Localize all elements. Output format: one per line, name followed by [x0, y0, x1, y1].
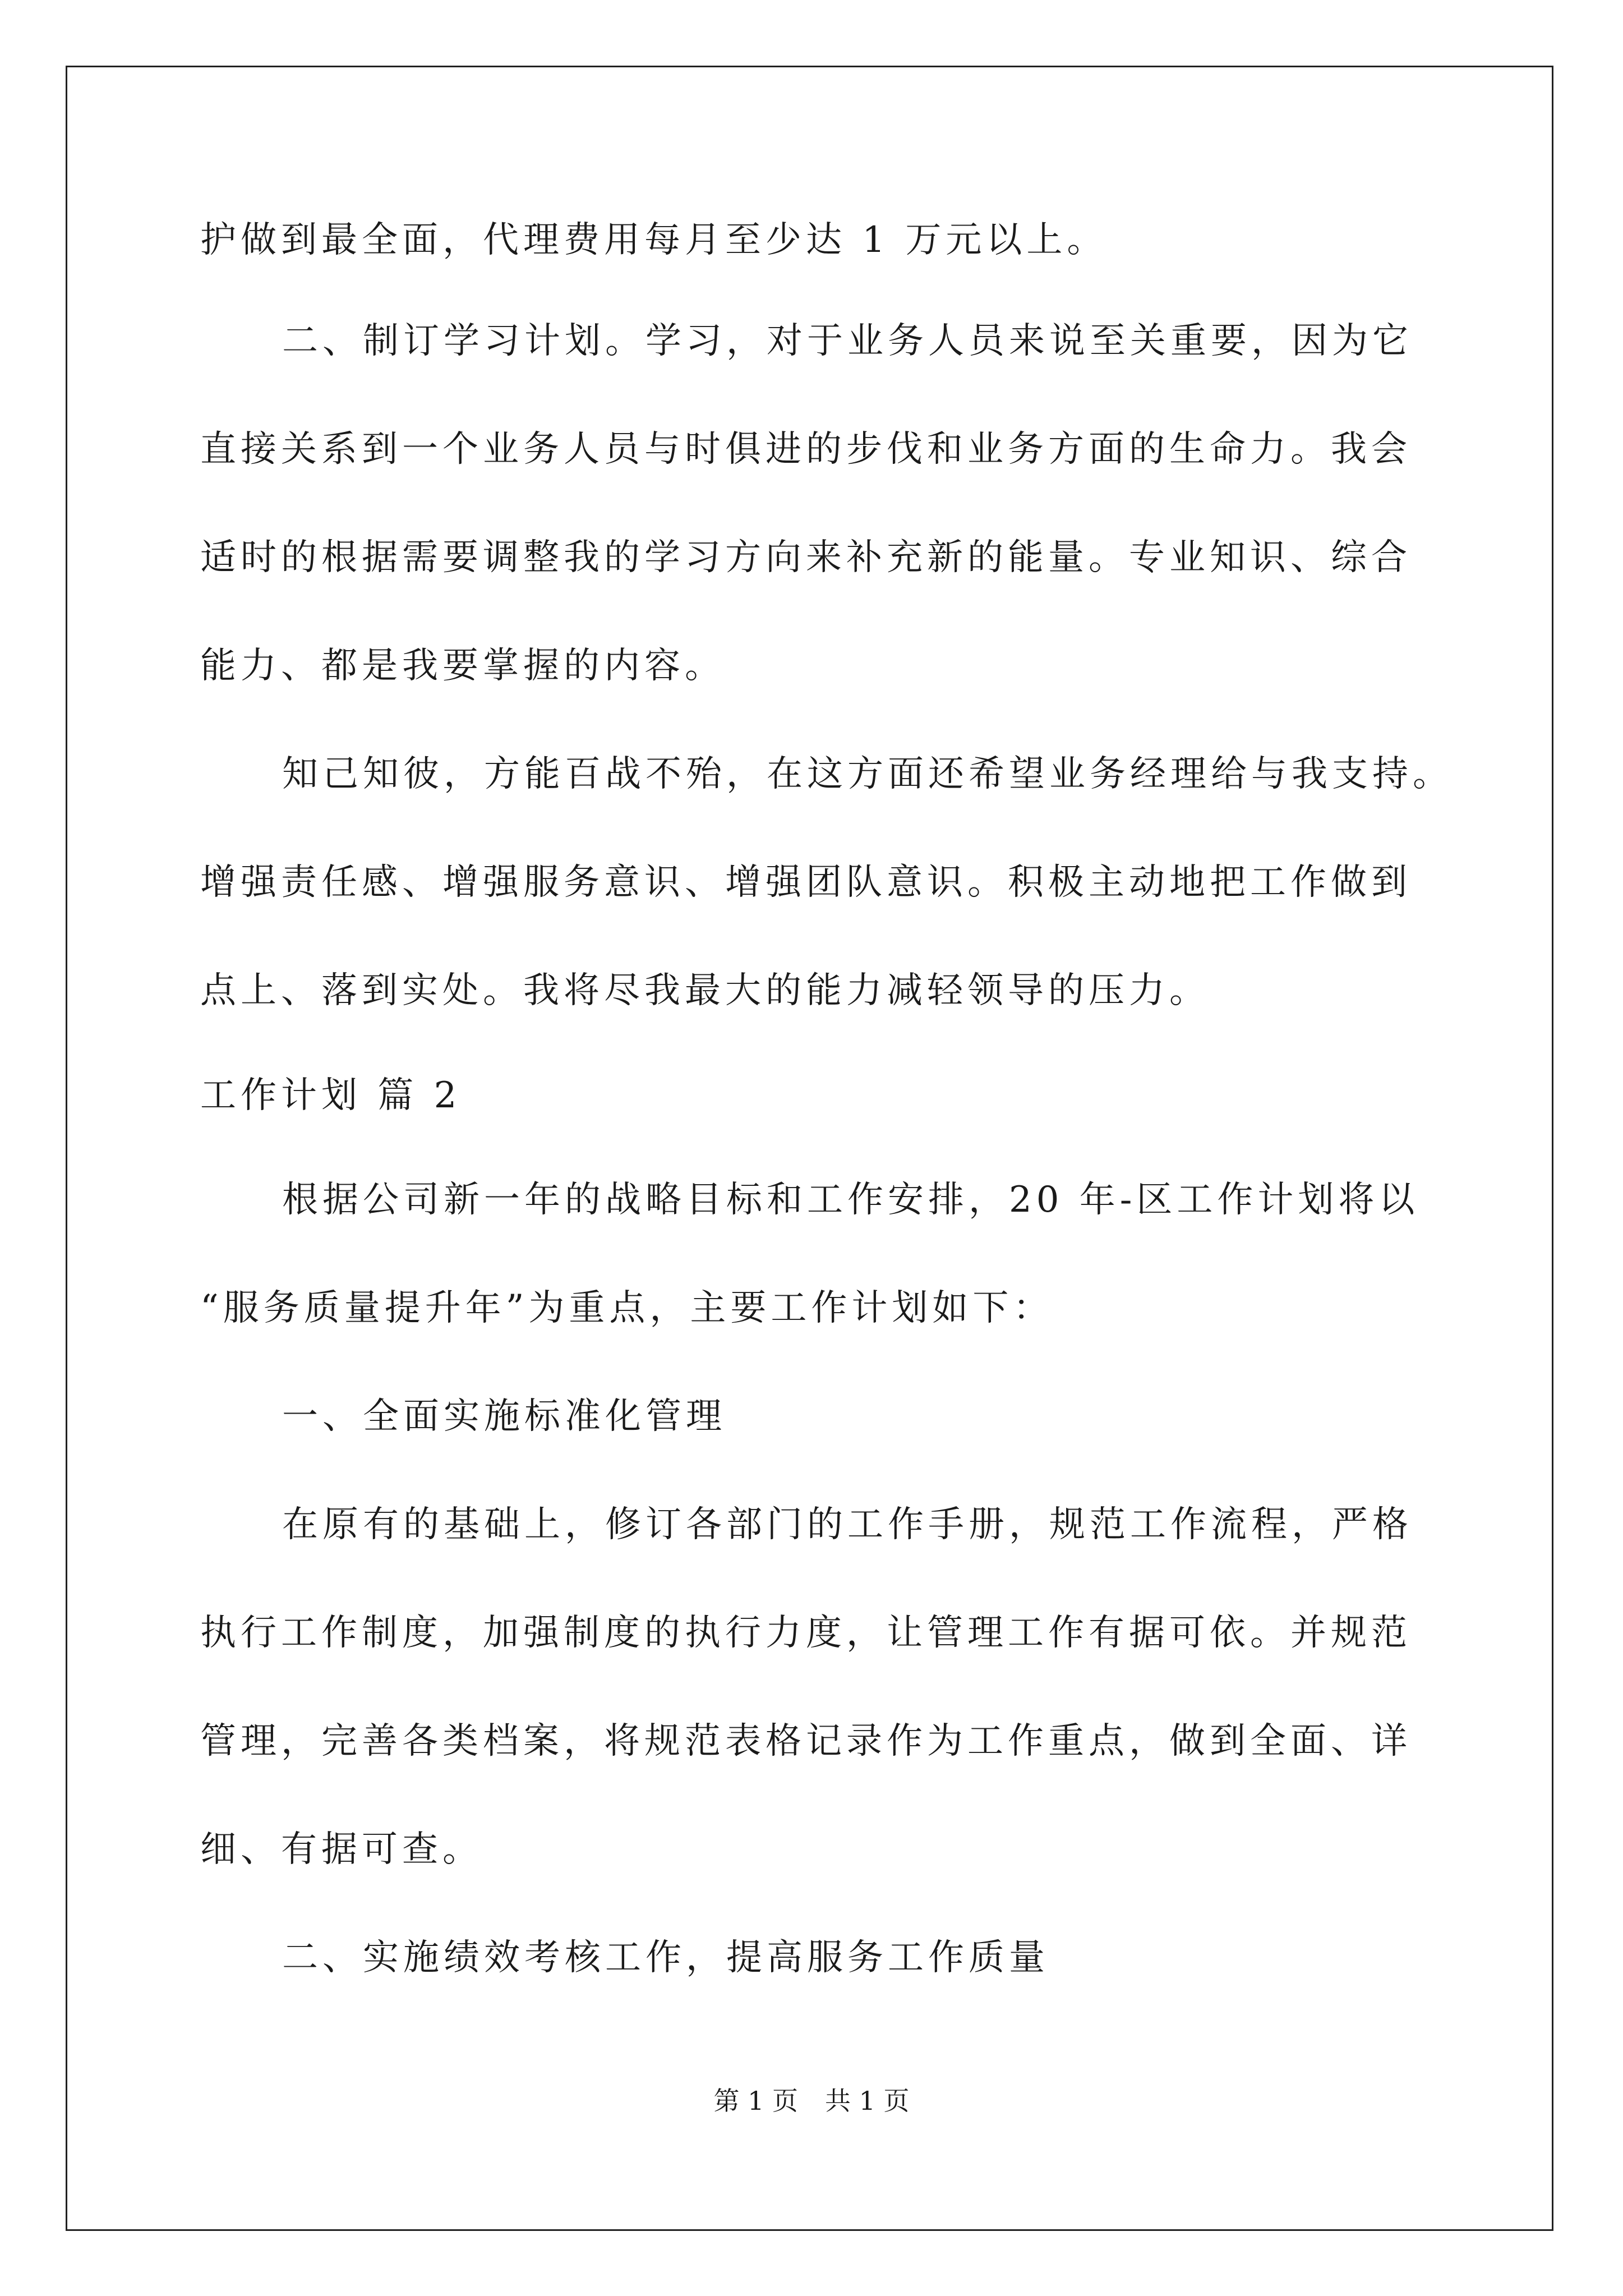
page-total: 共 1 页	[825, 2086, 910, 2116]
paragraph-line: 细、有据可查。	[200, 1829, 483, 1870]
paragraph-line: 知己知彼，方能百战不殆，在这方面还希望业务经理给与我支持。	[282, 753, 1453, 795]
paragraph-line: 增强责任感、增强服务意识、增强团队意识。积极主动地把工作做到	[200, 862, 1412, 903]
paragraph-line: 直接关系到一个业务人员与时俱进的步伐和业务方面的生命力。我会	[200, 429, 1412, 470]
paragraph-line: 能力、都是我要掌握的内容。	[200, 645, 725, 687]
paragraph-line: 管理，完善各类档案，将规范表格记录作为工作重点，做到全面、详	[200, 1720, 1412, 1762]
paragraph-line: 点上、落到实处。我将尽我最大的能力减轻领导的压力。	[200, 970, 1210, 1011]
paragraph-line: 二、实施绩效考核工作，提高服务工作质量	[282, 1937, 1049, 1978]
paragraph-line: 一、全面实施标准化管理	[282, 1396, 726, 1437]
paragraph-line: 护做到最全面，代理费用每月至少达 1 万元以上。	[200, 219, 1108, 261]
paragraph-line: 二、制订学习计划。学习，对于业务人员来说至关重要，因为它	[282, 320, 1413, 362]
page-frame	[66, 66, 1553, 2231]
page-footer	[0, 2085, 1623, 2116]
paragraph-line: 在原有的基础上，修订各部门的工作手册，规范工作流程，严格	[282, 1504, 1413, 1545]
paragraph-line: “服务质量提升年”为重点，主要工作计划如下：	[200, 1287, 1054, 1329]
paragraph-line: 根据公司新一年的战略目标和工作安排，20 年-区工作计划将以	[282, 1179, 1419, 1221]
section-heading: 工作计划 篇 2	[200, 1075, 462, 1116]
page-number: 第 1 页	[713, 2086, 798, 2116]
paragraph-line: 适时的根据需要调整我的学习方向来补充新的能量。专业知识、综合	[200, 537, 1412, 578]
paragraph-line: 执行工作制度，加强制度的执行力度，让管理工作有据可依。并规范	[200, 1612, 1412, 1654]
